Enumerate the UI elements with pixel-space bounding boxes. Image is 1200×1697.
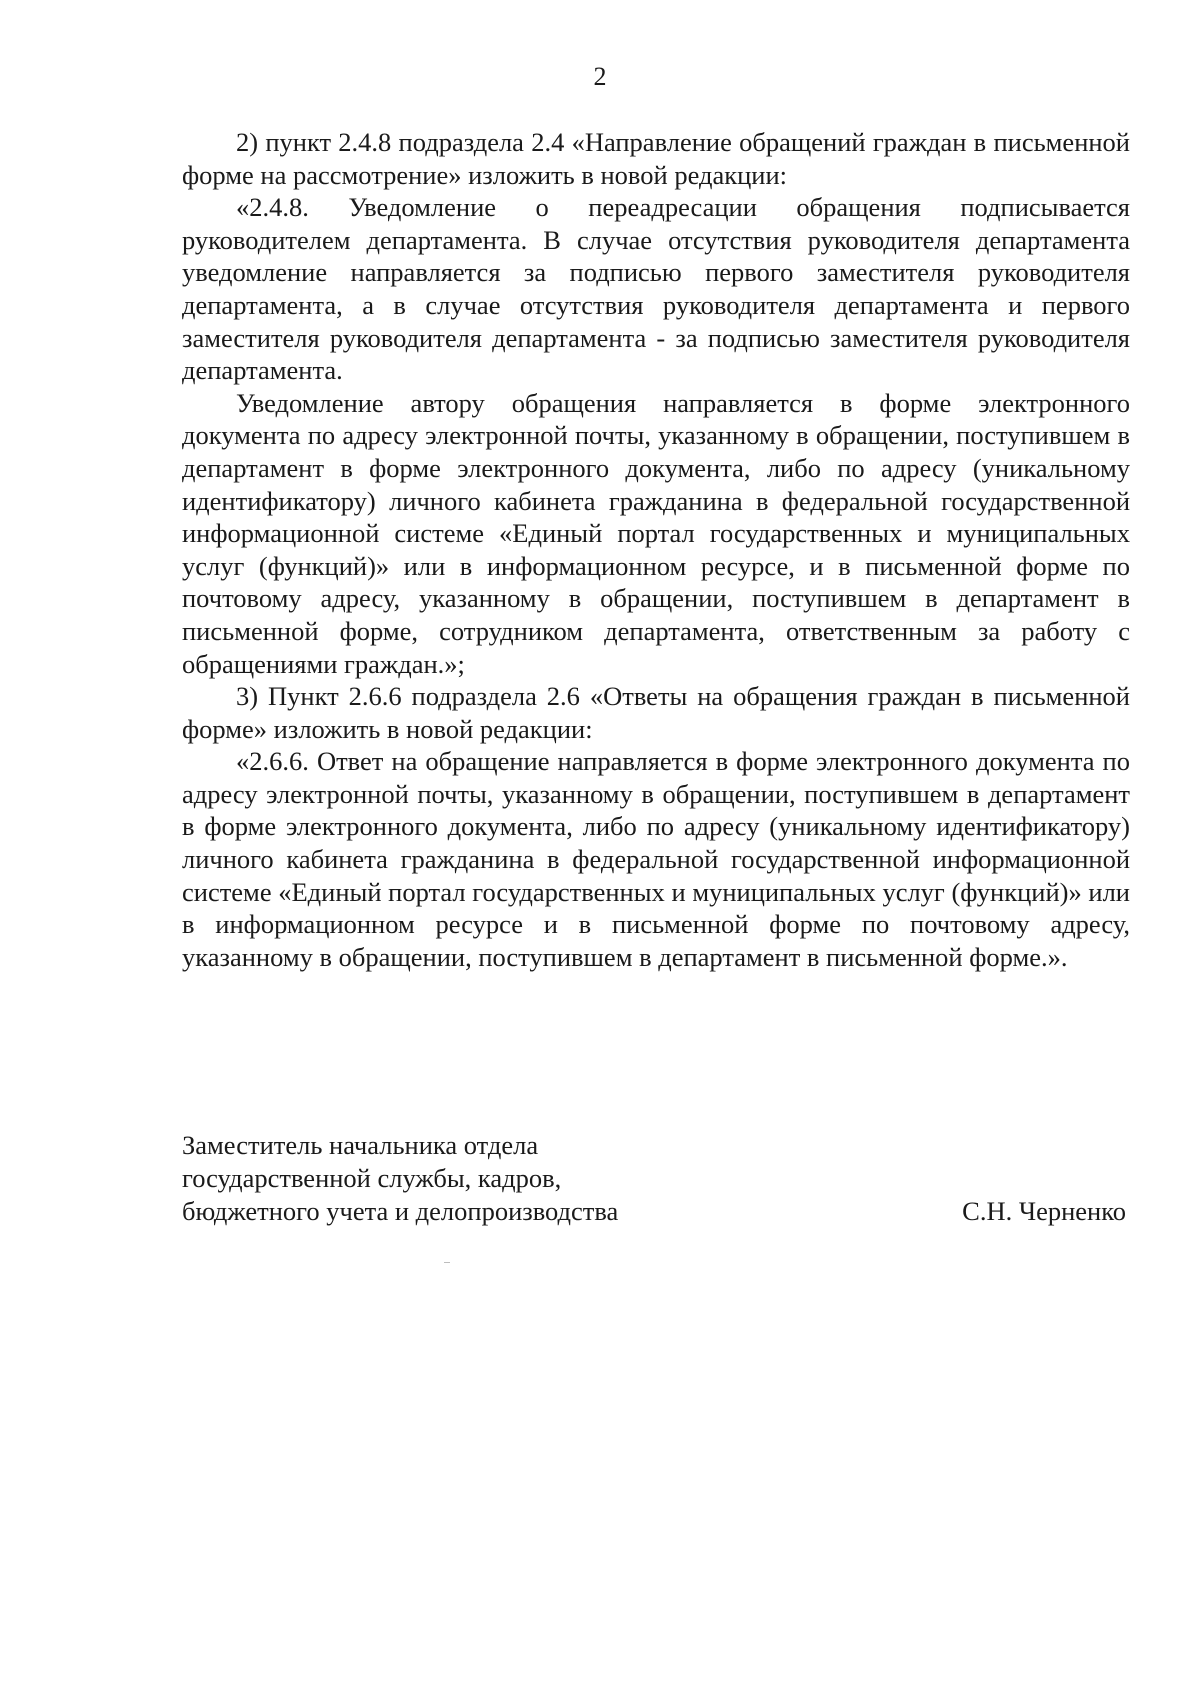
paragraph-item-2-intro: 2) пункт 2.4.8 подраздела 2.4 «Направление обращений граждан в письменной форме на рассмотрение» изложить в новой редакции: (182, 127, 1130, 190)
signature-block (182, 1129, 1130, 1228)
paragraph-clause-2-6-6: «2.6.6. Ответ на обращение направляется в форме электронного документа по адресу электронной почты, указанному в обращении, поступившем в департамент в форме электронного документа, либо по адресу (уникальному идентификатору) личного кабинета гражданина в федеральной государственной информационной системе «Единый портал государственных и муниципальных услуг (функций)» или в информационном ресурсе и в письменной форме по почтовому адресу, указанному в обращении, поступившем в департамент в письменной форме.». (182, 746, 1130, 972)
scan-artifact-mark (444, 1262, 450, 1263)
signatory-title-line: бюджетного учета и делопроизводства (182, 1196, 619, 1226)
signatory-title-line: Заместитель начальника отдела (182, 1130, 539, 1160)
paragraph-clause-2-4-8: «2.4.8. Уведомление о переадресации обращения подписывается руководителем департамента. В случае отсутствия руководителя департамента уведомление направляется за подписью первого заместителя руководителя департамента, а в случае отсутствия руководителя департамента и первого заместителя руководителя департамента - за подписью заместителя руководителя департамента. (182, 192, 1130, 386)
signatory-name: С.Н. Черненко (962, 1196, 1126, 1226)
document-body (182, 126, 1130, 973)
paragraph-item-3-intro: 3) Пункт 2.6.6 подраздела 2.6 «Ответы на обращения граждан в письменной форме» изложить в новой редакции: (182, 681, 1130, 744)
signatory-title-line: государственной службы, кадров, (182, 1163, 562, 1193)
page-number: 2 (593, 62, 607, 91)
paragraph-notification-to-author: Уведомление автору обращения направляется в форме электронного документа по адресу электронной почты, указанному в обращении, поступившем в департамент в форме электронного документа, либо по адресу (уникальному идентификатору) личного кабинета гражданина в федеральной государственной информационной системе «Единый портал государственных и муниципальных услуг (функций)» или в информационном ресурсе, и в письменной форме по почтовому адресу, указанному в обращении, поступившем в департамент в письменной форме, сотрудником департамента, ответственным за работу с обращениями граждан.»; (182, 387, 1130, 679)
